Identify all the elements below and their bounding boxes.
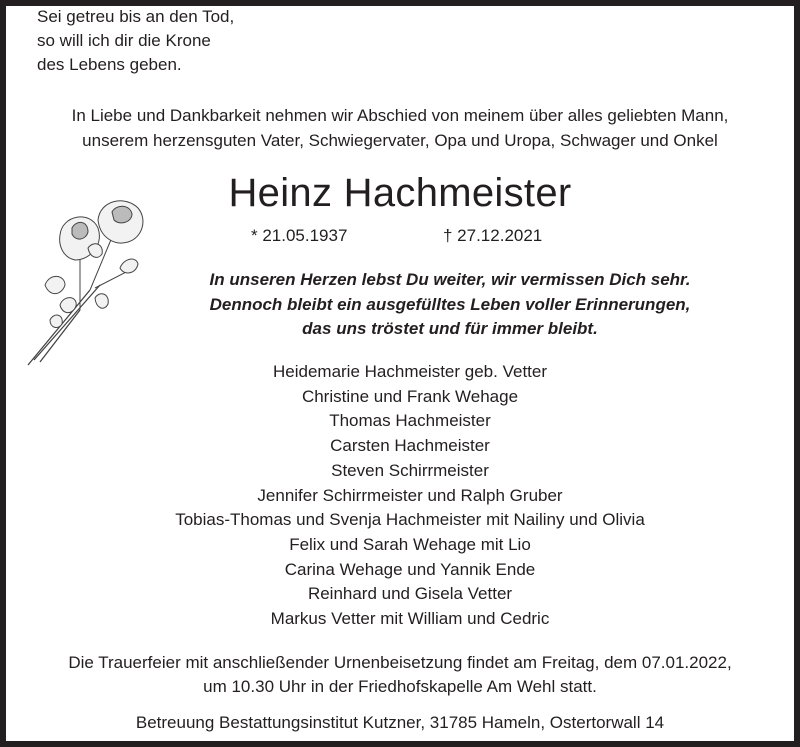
mourner: Carsten Hachmeister (330, 436, 490, 456)
mourner: Heidemarie Hachmeister geb. Vetter (272, 362, 548, 381)
mourner: Carina Wehage und Yannik Ende (284, 559, 536, 579)
quote-line: In unseren Herzen lebst Du weiter, wir vermissen Dich sehr. (209, 270, 691, 289)
death-date: † 27.12.2021 (443, 226, 543, 245)
mourner: Christine und Frank Wehage (301, 386, 519, 406)
mourner: Thomas Hachmeister (329, 411, 491, 431)
deceased-name: Heinz Hachmeister (228, 171, 572, 215)
intro-line: In Liebe und Dankbarkeit nehmen wir Abschied von meinem über alles geliebten Mann, (71, 106, 729, 125)
motto-verse (37, 5, 234, 77)
mourner: Markus Vetter mit William und Cedric (270, 609, 550, 629)
mourner: Jennifer Schirrmeister und Ralph Gruber (257, 485, 563, 505)
motto-line: Sei getreu bis an den Tod, (37, 7, 235, 26)
mourner: Reinhard und Gisela Vetter (307, 584, 513, 604)
quote-line: Dennoch bleibt ein ausgefülltes Leben voller Erinnerungen, (209, 294, 691, 314)
motto-line: so will ich dir die Krone (37, 31, 211, 50)
birth-date: * 21.05.1937 (251, 226, 348, 245)
quote-line: das uns tröstet und für immer bleibt. (302, 319, 598, 338)
mourner: Felix und Sarah Wehage mit Lio (289, 534, 531, 554)
mourner: Steven Schirrmeister (331, 460, 489, 480)
ceremony-line: Die Trauerfeier mit anschließender Urnenbeisetzung findet am Freitag, dem 07.01.2022, (68, 653, 732, 672)
ceremony-line: um 10.30 Uhr in der Friedhofskapelle Am Wehl statt. (203, 677, 597, 696)
undertaker-info: Betreuung Bestattungsinstitut Kutzner, 31785 Hameln, Ostertorwall 14 (135, 713, 665, 732)
motto-line: des Lebens geben. (37, 55, 182, 74)
intro-line: unserem herzensguten Vater, Schwiegervater, Opa und Uropa, Schwager und Onkel (82, 130, 718, 150)
memorial-quote (0, 268, 800, 342)
mourner: Tobias-Thomas und Svenja Hachmeister mit Nailiny und Olivia (175, 510, 645, 530)
ceremony-info (0, 651, 800, 699)
mourners-list (0, 360, 800, 632)
intro-text (0, 104, 800, 153)
